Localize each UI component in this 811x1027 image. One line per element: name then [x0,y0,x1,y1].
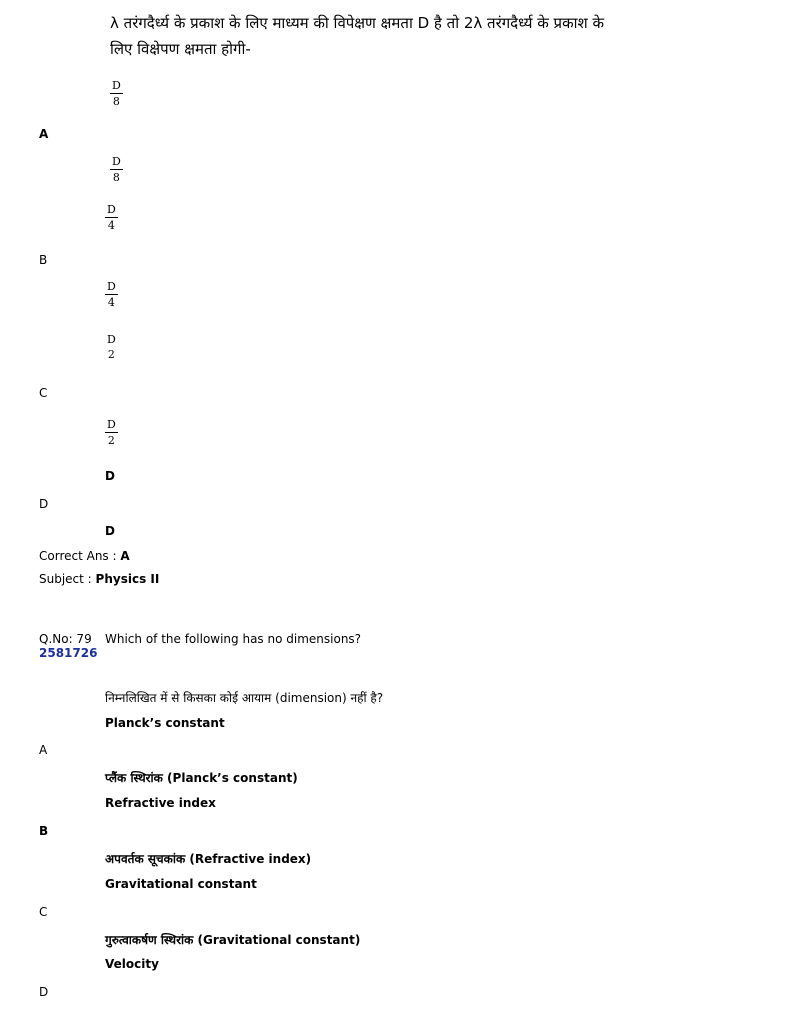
question-id: 2581726 [39,646,98,660]
question-79-text-en: Which of the following has no dimensions? [105,632,362,646]
fraction-numerator: D [107,203,116,216]
fraction-denominator: 4 [107,296,115,309]
fraction-denominator: 8 [112,95,120,108]
option-d-text-en: Velocity [105,957,159,971]
fraction-numerator: D [107,280,116,293]
option-d-text-hi: D [105,524,115,538]
correct-answer-label: Correct Ans : [39,549,117,563]
subject [39,572,159,586]
correct-answer-value: A [120,549,130,563]
option-c-text-en: Gravitational constant [105,877,257,891]
fraction-denominator: 4 [107,219,115,232]
option-b-fraction-hi [105,281,118,309]
option-letter-d: D [39,985,49,999]
question-79-text-hi: निम्नलिखित में से किसका कोई आयाम (dimension) नहीं है? [105,691,384,705]
option-letter-a: A [39,127,49,141]
option-letter-c: C [39,905,48,919]
option-a-fraction-en [110,80,123,108]
question-78-hindi-line-1: λ तरंगदैर्ध्य के प्रकाश के लिए माध्यम की विपेक्षण क्षमता D है तो 2λ तरंगदैर्ध्य के प्रकाश के [110,14,604,32]
option-b-fraction-en [105,204,118,232]
question-number: Q.No: 79 [39,632,92,646]
option-letter-a: A [39,743,48,757]
fraction-numerator: D [107,333,116,346]
option-c-text-hi: गुरुत्वाकर्षण स्थिरांक (Gravitational constant) [105,933,361,947]
option-letter-c: C [39,386,48,400]
correct-answer [39,549,130,563]
fraction-denominator: 8 [112,171,120,184]
question-78-hindi-line-2: लिए विक्षेपण क्षमता होगी- [110,40,251,58]
option-b-text-hi: अपवर्तक सूचकांक (Refractive index) [105,852,312,866]
option-d-text-en: D [105,469,115,483]
option-letter-b: B [39,253,48,267]
option-c-fraction-hi [105,419,118,447]
fraction-numerator: D [107,418,116,431]
option-letter-d: D [39,497,49,511]
option-a-text-en: Planck’s constant [105,716,225,730]
fraction-denominator: 2 [107,434,115,447]
fraction-numerator: D [112,79,121,92]
option-letter-b: B [39,824,49,838]
fraction-numerator: D [112,155,121,168]
option-b-text-en: Refractive index [105,796,216,810]
fraction-denominator: 2 [107,348,115,361]
option-a-text-hi: प्लैंक स्थिरांक (Planck’s constant) [105,771,298,785]
option-c-fraction-en [105,334,118,361]
subject-value: Physics II [95,572,160,586]
option-a-fraction-hi [110,156,123,184]
subject-label: Subject : [39,572,92,586]
